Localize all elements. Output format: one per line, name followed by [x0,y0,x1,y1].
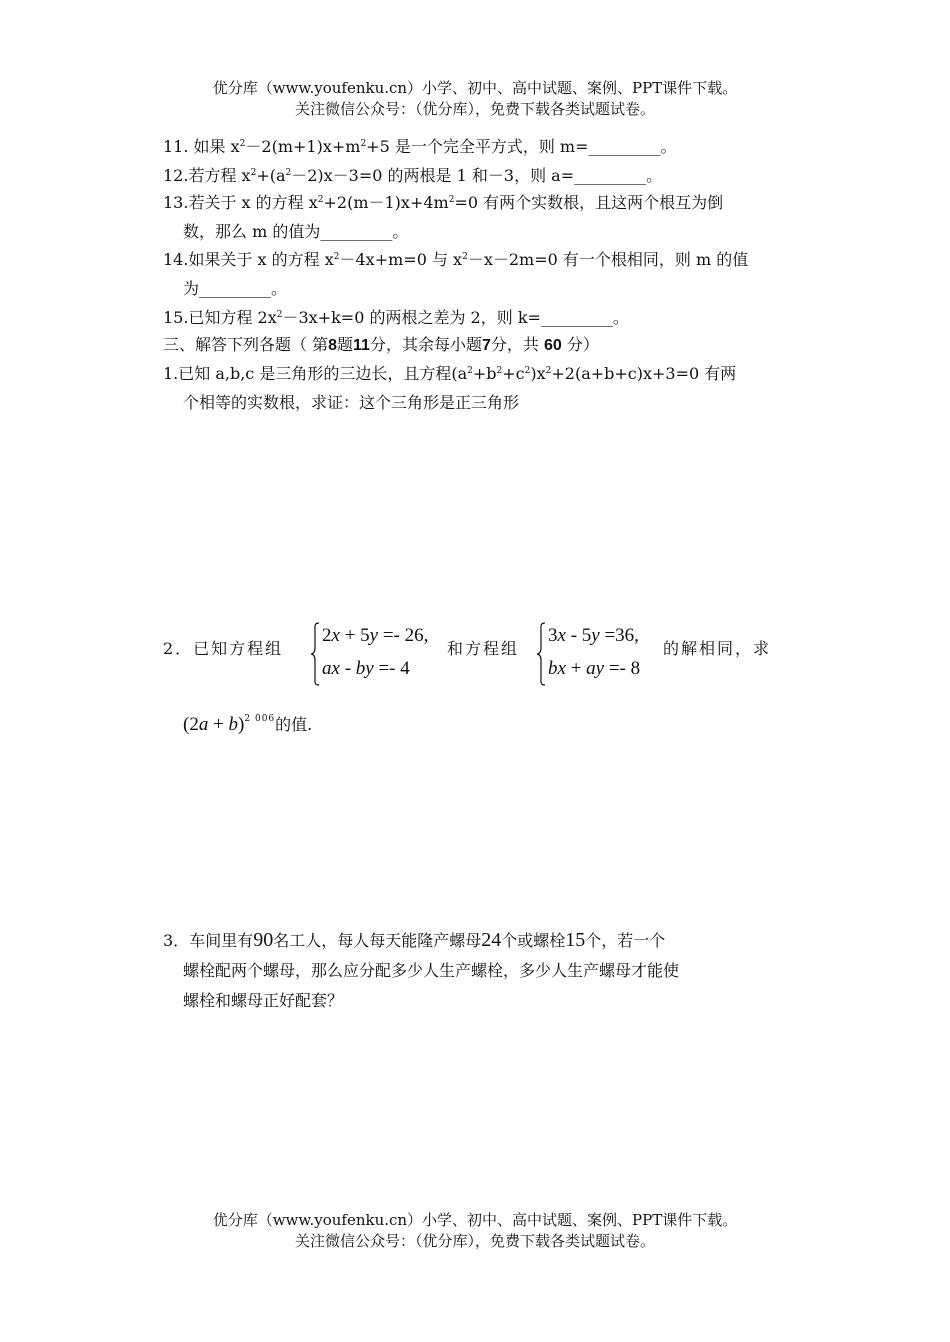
problem-2-connector: 和方程组 [447,639,520,658]
equation-part: 2 [322,625,332,646]
problem-number-value: 90 [253,929,274,951]
superscript: 2 [317,195,324,205]
problem-number-value: 24 [481,929,502,951]
question-15 [163,303,788,332]
equation-variable: y [369,625,379,646]
section-number: 7 [481,337,491,354]
question-14 [163,245,788,303]
superscript: 2 [250,168,257,178]
problem-text: +c [502,364,525,383]
footer-line-2: 关注微信公众号：（优分库），免费下载各类试题试卷。 [294,1232,655,1250]
equation-part: - 5 [565,625,592,646]
equation-part: =36, [599,625,639,646]
equation-part: 3 [548,625,558,646]
section-number: 60 [543,337,562,354]
equation [548,658,640,680]
equation-part: =- 8 [604,658,641,679]
question-text: +2(m－1)x+4m [323,193,449,212]
equation [548,625,639,647]
equation-variable: ay [586,658,605,679]
section-number: 11 [353,337,370,354]
problem-text: 车间里有 [189,931,254,950]
section-number: 8 [328,337,337,354]
question-text-continued: 为_________。 [183,279,288,298]
expression-part: ) [238,714,245,735]
superscript: 2 [467,366,473,376]
question-text-continued: 数，那么 m 的值为_________。 [183,222,409,241]
equation-part: + [565,658,587,679]
section-heading-text: 三、解答下列各题（ 第 [163,335,329,354]
problem-number: 1. [163,364,179,383]
question-text: －3x+k=0 的两根之差为 2，则 k=_________。 [282,308,629,327]
equation-variable: bx [548,658,566,679]
question-number: 14. [163,250,189,269]
problem-text: +b [472,364,497,383]
header-line-2: 关注微信公众号：（优分库），免费下载各类试题试卷。 [294,100,655,118]
problem-text: 已知 a,b,c 是三角形的三边长，且方程(a [178,364,468,383]
question-text: 如果 x [193,137,240,156]
problem-2-expression [183,712,312,736]
brace-icon [310,622,320,686]
problem-number-value: 15 [565,929,586,951]
superscript: 2 [333,252,340,262]
superscript: 2 [360,139,367,149]
question-text: =0 有两个实数根，且这两个根互为倒 [454,193,724,212]
superscript: 2 [276,310,283,320]
equation-variable: x [331,625,340,646]
brace-icon [536,622,546,686]
superscript: 2 [496,366,503,376]
exponent: 2 006 [244,714,276,724]
superscript: 2 [524,366,531,376]
question-number: 11. [163,137,189,156]
page-footer [0,1210,950,1252]
expression-variable: a [198,714,209,735]
equation-part: + 5 [339,625,370,646]
question-number: 15. [163,308,189,327]
superscript: 2 [448,195,455,205]
equation-variable: by [355,658,374,679]
problem-2-label: 2．已知方程组 [163,639,284,658]
section-heading-text: 分，其余每小题 [369,335,482,354]
question-text: 如果关于 x 的方程 x [188,250,334,269]
problem-text: 名工人，每人每天能隆产螺母 [273,931,482,950]
question-text: －2)x－3=0 的两根是 1 和－3，则 a=_________。 [291,166,663,185]
question-number: 13. [163,193,189,212]
section-heading-text: 题 [337,335,354,354]
question-text: 已知方程 2x [188,308,277,327]
superscript: 2 [545,366,552,376]
section-heading-text: 分） [566,335,599,354]
equation-system-2 [536,622,661,688]
question-text: －2(m+1)x+m [245,137,361,156]
problem-text: +2(a+b+c)x+3=0 有两 [551,364,737,383]
problem-number: 3． [163,931,190,950]
section-heading-text: 分，共 [490,335,539,354]
equation-system-1 [310,622,445,688]
question-text: +5 是一个完全平方式，则 m=_________。 [366,137,677,156]
superscript: 2 [239,139,246,149]
expression-variable: b [228,714,239,735]
problem-text-continued: 个相等的实数根，求证：这个三角形是正三角形 [183,393,520,412]
question-11 [163,132,788,161]
question-text: +(a [256,166,286,185]
equation-variable: x [557,625,566,646]
equation-part: =- 26, [378,625,429,646]
problem-3 [163,925,788,1016]
equation-part: - [339,658,356,679]
question-text: 若关于 x 的方程 x [188,193,318,212]
superscript: 2 [462,252,468,262]
equation [322,658,410,680]
page-header [0,78,950,120]
equation-variable: y [591,625,600,646]
problem-text-continued: 螺栓和螺母正好配套？ [183,991,344,1010]
expression-part: + [208,714,229,735]
expression-tail: 的值. [275,715,313,734]
problem-2 [163,622,793,692]
header-line-1: 优分库（www.youfenku.cn）小学、初中、高中试题、案例、PPT课件下载。 [212,79,738,97]
question-12 [163,161,788,190]
equation-part: =- 4 [373,658,410,679]
question-text: 若方程 x [188,166,251,185]
question-13 [163,188,788,246]
superscript: 2 [285,168,292,178]
expression-part: (2 [183,714,199,735]
problem-2-tail: 的解相同，求 [663,639,772,658]
footer-line-1: 优分库（www.youfenku.cn）小学、初中、高中试题、案例、PPT课件下载。 [212,1211,738,1229]
problem-text-continued: 螺栓配两个螺母，那么应分配多少人生产螺栓，多少人生产螺母才能使 [183,961,680,980]
question-text: －4x+m=0 与 x [339,250,463,269]
problem-text: 个或螺栓 [501,931,566,950]
equation-variable: ax [322,658,340,679]
expression [183,714,244,735]
section-heading [163,330,599,360]
equation [322,625,428,647]
problem-text: )x [530,364,546,383]
problem-1 [163,359,788,417]
problem-text: 个，若一个 [585,931,666,950]
question-text: －x－2m=0 有一个根相同，则 m 的值 [467,250,749,269]
question-number: 12. [163,166,189,185]
